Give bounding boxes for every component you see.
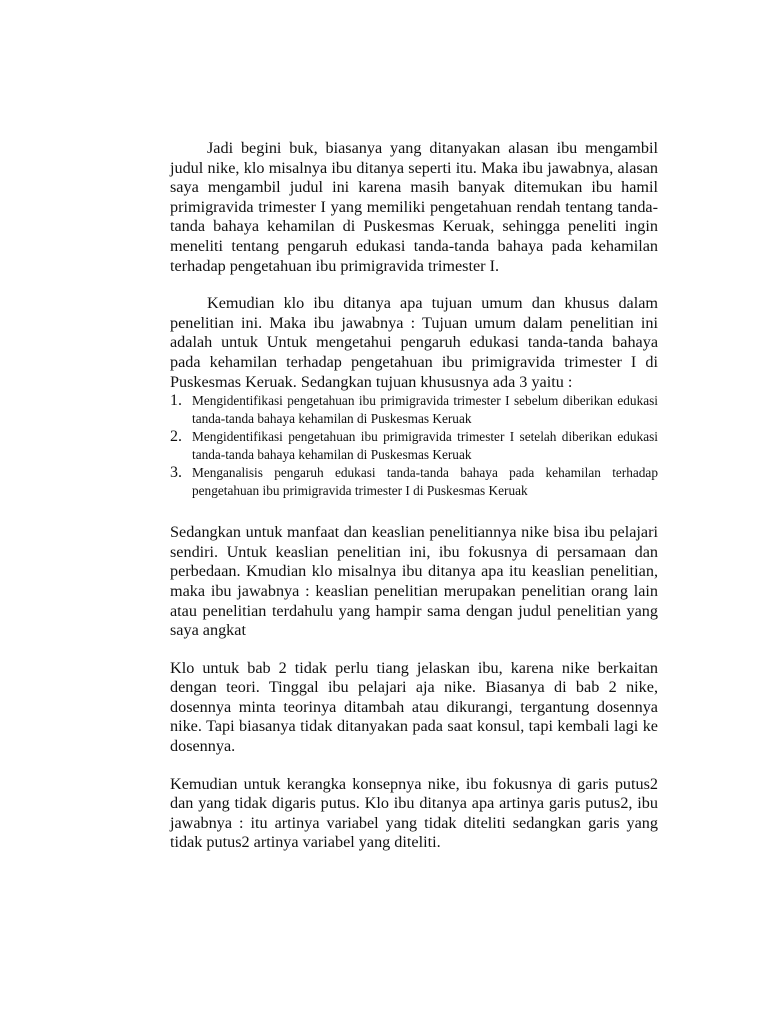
paragraph-reason: Jadi begini buk, biasanya yang ditanyakan alasan ibu mengambil judul nike, klo misalnya ibu ditanya seperti itu. Maka ibu jawabnya, alasan saya mengambil judul ini karena masih banyak ditemukan ibu hamil primigravida trimester I yang memiliki pengetahuan rendah tentang tanda-tanda bahaya kehamilan di Puskesmas Keruak, sehingga peneliti ingin meneliti tentang pengaruh edukasi tanda-tanda bahaya pada kehamilan terhadap pengetahuan ibu primigravida trimester I. (170, 139, 658, 275)
paragraph-objectives-intro: Kemudian klo ibu ditanya apa tujuan umum dan khusus dalam penelitian ini. Maka ibu jawabnya : Tujuan umum dalam penelitian ini adalah untuk Untuk mengetahui pengaruh edukasi tanda-tanda bahaya pada kehamilan terhadap pengetahuan ibu primigravida trimester I di Puskesmas Keruak. Sedangkan tujuan khususnya ada 3 yaitu : (170, 294, 658, 391)
list-item (170, 464, 658, 499)
list-number: 3. (170, 464, 182, 482)
paragraph-gap (170, 276, 658, 294)
list-item (170, 392, 658, 427)
list-number: 1. (170, 392, 182, 410)
paragraph-chapter-2: Klo untuk bab 2 tidak perlu tiang jelaskan ibu, karena nike berkaitan dengan teori. Tinggal ibu pelajari aja nike. Biasanya di bab 2 nike, dosennya minta teorinya ditambah atau dikurangi, tergantung dosennya nike. Tapi biasanya tidak ditanyakan pada saat konsul, tapi kembali lagi ke dosennya. (170, 658, 658, 756)
objectives-list (170, 392, 658, 499)
list-item-text: Mengidentifikasi pengetahuan ibu primigravida trimester I setelah diberikan edukasi tanda-tanda bahaya kehamilan di Puskesmas Keruak (192, 429, 658, 462)
paragraph-gap (170, 757, 658, 775)
paragraph-concept-framework: Kemudian untuk kerangka konsepnya nike, ibu fokusnya di garis putus2 dan yang tidak digaris putus. Klo ibu ditanya apa artinya garis putus2, ibu jawabnya : itu artinya variabel yang tidak diteliti sedangkan garis yang tidak putus2 artinya variabel yang diteliti. (170, 774, 658, 852)
paragraph-originality: Sedangkan untuk manfaat dan keaslian penelitiannya nike bisa ibu pelajari sendiri. Untuk keaslian penelitian ini, ibu fokusnya di persamaan dan perbedaan. Kmudian klo misalnya ibu ditanya apa itu keaslian penelitian, maka ibu jawabnya : keaslian penelitian merupakan penelitian orang lain atau penelitian terdahulu yang hampir sama dengan judul penelitian yang saya angkat (170, 523, 658, 640)
list-number: 2. (170, 428, 182, 446)
list-item-text: Menganalisis pengaruh edukasi tanda-tanda bahaya pada kehamilan terhadap pengetahuan ibu primigravida trimester I di Puskesmas Keruak (192, 465, 658, 498)
list-item (170, 428, 658, 463)
paragraph-gap (170, 641, 658, 659)
paragraph-gap (170, 500, 658, 523)
document-page (170, 139, 658, 853)
list-item-text: Mengidentifikasi pengetahuan ibu primigravida trimester I sebelum diberikan edukasi tanda-tanda bahaya kehamilan di Puskesmas Keruak (192, 393, 658, 426)
